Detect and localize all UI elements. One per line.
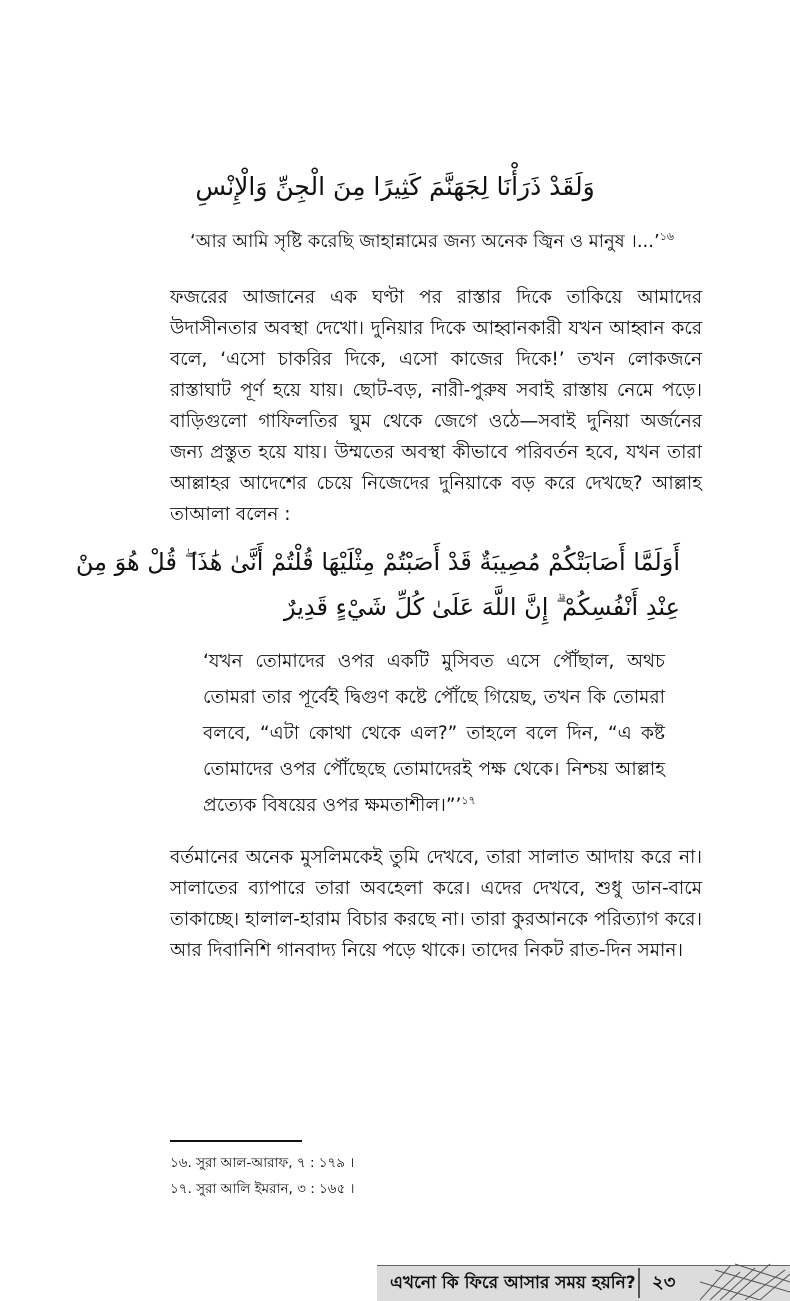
arabic-verse-1: وَلَقَدْ ذَرَأْنَا لِجَهَنَّمَ كَثِيرًا مِنَ الْجِنِّ وَالْإِنْسِ — [195, 172, 595, 201]
paragraph-1: ফজরের আজানের এক ঘণ্টা পর রাস্তার দিকে তাকিয়ে আমাদের উদাসীনতার অবস্থা দেখো। দুনিয়ার দিকে আহ্বানকারী যখন আহ্বান করে বলে, ‘এসো চাকরির দিকে, এসো কাজের দিকে!’ তখন লোকজনে রাস্তাঘাট পূর্ণ হয়ে যায়। ছোট-বড়, নারী-পুরুষ সবাই রাস্তায় নেমে পড়ে। বাড়িগুলো গাফিলতির ঘুম থেকে জেগে ওঠে—সবাই দুনিয়া অর্জনের জন্য প্রস্তুত হয়ে যায়। উম্মতের অবস্থা কীভাবে পরিবর্তন হবে, যখন তারা আল্লাহর আদেশের চেয়ে নিজেদের দুনিয়াকে বড় করে দেখছে? আল্লাহ তাআলা বলেন : — [170, 287, 702, 525]
arabic-verse-2 — [75, 540, 680, 630]
arabic-verse-2-line-1: أَوَلَمَّا أَصَابَتْكُمْ مُصِيبَةٌ قَدْ أَصَبْتُمْ مِثْلَيْهَا قُلْتُمْ أَنَّىٰ هَٰذَا ۖ قُلْ هُوَ مِنْ — [75, 548, 680, 576]
verse-1-translation — [190, 228, 710, 256]
decorative-pattern-icon — [700, 1262, 790, 1300]
verse-2-translation — [203, 644, 665, 824]
footnote-17: ১৭. সুরা আলি ইমরান, ৩ : ১৬৫ । — [170, 1181, 355, 1197]
footnote-ref-17: ১৭ — [461, 793, 476, 807]
paragraph-2: বর্তমানের অনেক মুসলিমকেই তুমি দেখবে, তারা সালাত আদায় করে না। সালাতের ব্যাপারে তারা অবহেলা করে। এদের দেখবে, শুধু ডান-বামে তাকাচ্ছে। হালাল-হারাম বিচার করছে না। তারা কুরআনকে পরিত্যাগ করে। আর দিবানিশি গানবাদ্য নিয়ে পড়ে থাকে। তাদের নিকট রাত-দিন সমান। — [170, 847, 702, 961]
footnote-ref-16: ১৬ — [659, 230, 675, 243]
running-footer-title: এখনো কি ফিরে আসার সময় হয়নি? — [390, 1273, 636, 1293]
footer-divider — [638, 1268, 640, 1298]
footnotes — [170, 1150, 570, 1202]
footnote-divider — [170, 1140, 302, 1142]
verse-2-translation-text: ‘যখন তোমাদের ওপর একটি মুসিবত এসে পৌঁছাল, অথচ তোমরা তার পূর্বেই দ্বিগুণ কষ্টে পৌঁছে গিয়েছ, তখন কি তোমরা বলবে, “এটা কোথা থেকে এল?” তাহলে বলে দিন, “এ কষ্ট তোমাদের ওপর পৌঁছেছে তোমাদেরই পক্ষ থেকে। নিশ্চয় আল্লাহ প্রত্যেক বিষয়ের ওপর ক্ষমতাশীল।”’ — [203, 651, 665, 816]
verse-1-translation-text: ‘আর আমি সৃষ্টি করেছি জাহান্নামের জন্য অনেক জ্বিন ও মানুষ ।...’ — [190, 231, 660, 252]
page-number: ২৩ — [652, 1272, 676, 1293]
footnote-16: ১৬. সুরা আল-আরাফ, ৭ : ১৭৯ । — [170, 1155, 355, 1171]
arabic-verse-2-line-2: عِنْدِ أَنْفُسِكُمْ ۗ إِنَّ اللَّهَ عَلَىٰ كُلِّ شَيْءٍ قَدِيرٌ — [283, 593, 680, 621]
